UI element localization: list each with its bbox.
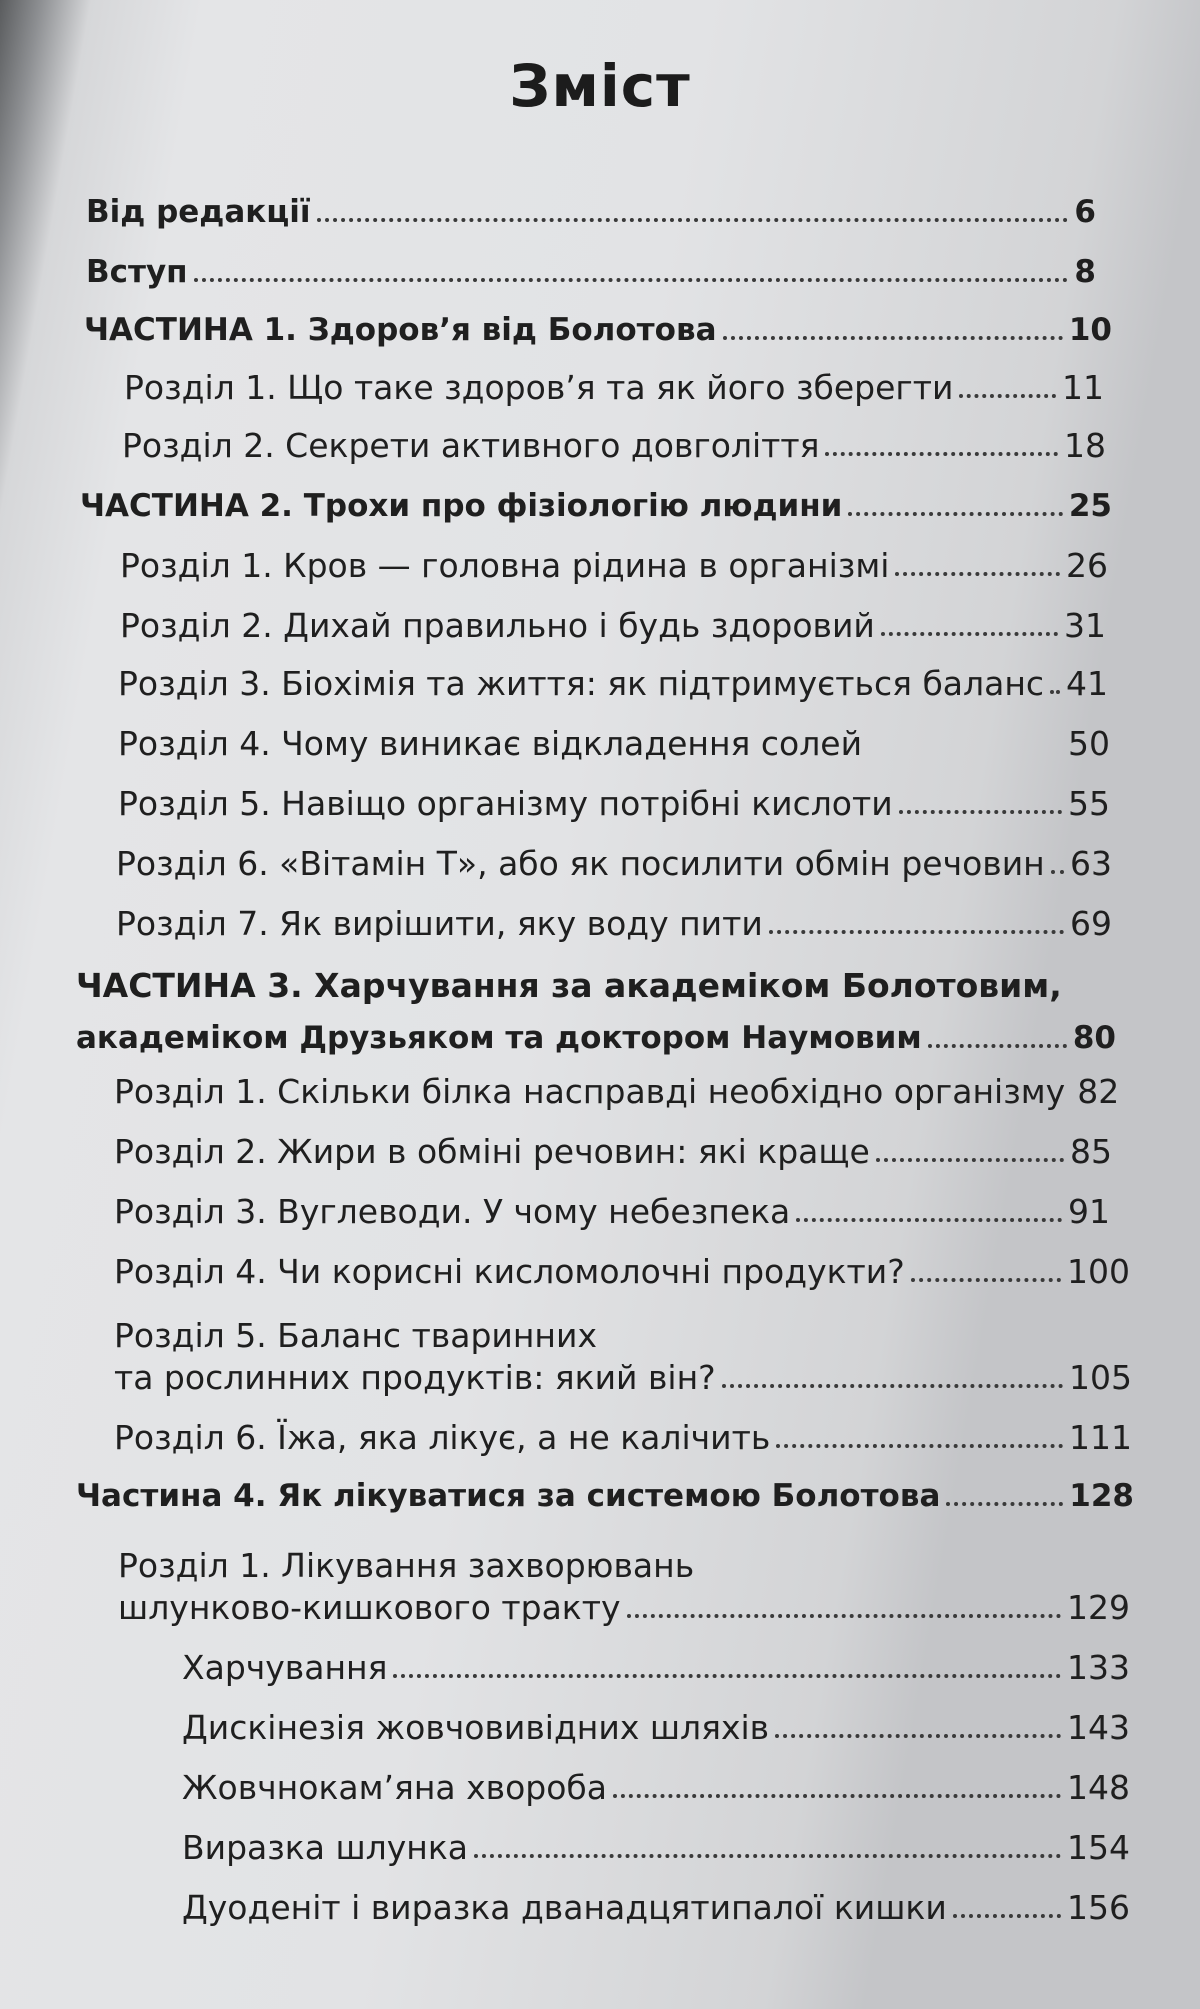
- toc-entry-label: Харчування: [182, 1648, 388, 1687]
- toc-entry-page: 91: [1068, 1192, 1110, 1231]
- toc-entry-label: Розділ 2. Жири в обміні речовин: які краще: [114, 1132, 870, 1171]
- dot-leader: [1051, 870, 1064, 874]
- toc-entry-page: 154: [1067, 1828, 1130, 1867]
- dot-leader: [876, 1158, 1064, 1162]
- toc-entry-label: Розділ 1. Кров — головна рідина в організмі: [120, 546, 890, 585]
- toc-entry-label: Жовчнокам’яна хвороба: [182, 1768, 608, 1807]
- toc-entry-label: Розділ 5. Баланс тваринних: [114, 1316, 597, 1355]
- dot-leader: [1050, 690, 1060, 694]
- toc-entry-label: ЧАСТИНА 2. Трохи про фізіологію людини: [80, 488, 843, 524]
- toc-entry: [76, 1476, 1134, 1516]
- dot-leader: [474, 1854, 1061, 1858]
- toc-entry: [84, 310, 1112, 350]
- toc-entry-page: 148: [1067, 1768, 1130, 1807]
- toc-entry-label: Розділ 1. Скільки білка насправді необхідно організму: [114, 1072, 1066, 1111]
- toc-entry-last-line: [76, 1018, 1116, 1058]
- dot-leader: [959, 394, 1056, 398]
- toc-entry: [118, 1546, 1130, 1642]
- toc-entry-page: 69: [1070, 904, 1112, 943]
- dot-leader: [194, 278, 1069, 282]
- toc-entry-label: Розділ 5. Навіщо організму потрібні кислоти: [118, 784, 893, 823]
- toc-entry: [182, 1768, 1130, 1808]
- toc-entry-label: шлунково-кишкового тракту: [118, 1588, 621, 1627]
- toc-entry: [182, 1708, 1130, 1748]
- toc-entry-page: 80: [1072, 1020, 1116, 1056]
- dot-leader: [953, 1914, 1061, 1918]
- toc-entry: [118, 724, 1110, 764]
- toc-entry-page: 10: [1068, 312, 1112, 348]
- dot-leader: [776, 1444, 1063, 1448]
- dot-leader: [796, 1218, 1062, 1222]
- toc-entry: [76, 966, 1116, 1062]
- toc-entry: [182, 1888, 1130, 1928]
- toc-entry-label: ЧАСТИНА 3. Харчування за академіком Болотовим,: [76, 966, 1062, 1005]
- toc-entry-label: Вступ: [86, 254, 188, 290]
- toc-entry: [114, 1252, 1130, 1292]
- toc-entry-label: Розділ 6. «Вітамін Т», або як посилити обмін речовин: [116, 844, 1045, 883]
- toc-entry-page: 11: [1062, 368, 1104, 407]
- toc-entry-label: Виразка шлунка: [182, 1828, 468, 1867]
- toc-entry-label: Розділ 3. Біохімія та життя: як підтримується баланс: [118, 664, 1045, 703]
- dot-leader: [775, 1734, 1061, 1738]
- toc-entry: [122, 426, 1106, 466]
- toc-entry: [114, 1418, 1132, 1458]
- dot-leader: [911, 1278, 1061, 1282]
- toc-entry-page: 25: [1068, 488, 1112, 524]
- toc-entry-page: 111: [1069, 1418, 1132, 1457]
- dot-leader: [825, 452, 1058, 456]
- toc-entry-label: Розділ 1. Що таке здоров’я та як його зберегти: [124, 368, 954, 407]
- toc-entry: [120, 606, 1106, 646]
- toc-entry: [116, 844, 1112, 884]
- dot-leader: [895, 572, 1060, 576]
- toc-entry-page: 55: [1068, 784, 1110, 823]
- dot-leader: [723, 336, 1063, 340]
- toc-entry-label: Розділ 2. Секрети активного довголіття: [122, 426, 820, 465]
- toc-entry: [118, 664, 1108, 704]
- toc-entry-label: Частина 4. Як лікуватися за системою Болотова: [76, 1478, 941, 1514]
- toc-entry-label: та рослинних продуктів: який він?: [114, 1358, 716, 1397]
- toc-entry-page: 85: [1070, 1132, 1112, 1171]
- toc-entry-last-line: [114, 1358, 1132, 1398]
- dot-leader: [928, 1044, 1067, 1048]
- toc-entry: [116, 904, 1112, 944]
- toc-entry-page: 143: [1067, 1708, 1130, 1747]
- toc-entry-page: 82: [1077, 1072, 1120, 1111]
- toc-entry-page: 156: [1067, 1888, 1130, 1927]
- toc-entry-last-line: [118, 1588, 1130, 1628]
- toc-entry-label: Розділ 4. Чому виникає відкладення солей: [118, 724, 863, 763]
- toc-entry-page: 129: [1067, 1588, 1130, 1627]
- toc-entry-label: академіком Друзьяком та доктором Наумовим: [76, 1020, 922, 1056]
- toc-entry: [118, 784, 1110, 824]
- toc-entry-label: ЧАСТИНА 1. Здоров’я від Болотова: [84, 312, 717, 348]
- toc-entry: [86, 192, 1096, 232]
- toc-entry: [120, 546, 1108, 586]
- dot-leader: [868, 750, 1062, 754]
- toc-entry-label: Розділ 2. Дихай правильно і будь здоровий: [120, 606, 875, 645]
- toc-entry: [182, 1828, 1130, 1868]
- toc-entry-label: Дуоденіт і виразка дванадцятипалої кишки: [182, 1888, 947, 1927]
- toc-entry: [114, 1132, 1112, 1172]
- dot-leader: [881, 632, 1058, 636]
- toc-entry: [114, 1316, 1132, 1412]
- toc-entry: [80, 486, 1112, 526]
- toc-entry-label: Розділ 4. Чи корисні кисломолочні продукти?: [114, 1252, 905, 1291]
- toc-entry-page: 50: [1068, 724, 1110, 763]
- toc-entry-label: Розділ 6. Їжа, яка лікує, а не калічить: [114, 1418, 771, 1457]
- toc-entry: [124, 368, 1104, 408]
- toc-entry-label: Дискінезія жовчовивідних шляхів: [182, 1708, 770, 1747]
- dot-leader: [627, 1614, 1062, 1618]
- toc-entry: [114, 1192, 1110, 1232]
- toc-entry-page: 6: [1074, 194, 1096, 230]
- dot-leader: [613, 1794, 1061, 1798]
- dot-leader: [946, 1502, 1063, 1506]
- toc-entry-page: 8: [1074, 254, 1096, 290]
- toc-entry: [182, 1648, 1130, 1688]
- toc-entry: [86, 252, 1096, 292]
- toc-entry-page: 100: [1067, 1252, 1130, 1291]
- toc-entry-label: Розділ 1. Лікування захворювань: [118, 1546, 695, 1585]
- toc-entry-page: 41: [1066, 664, 1108, 703]
- toc-entry-page: 31: [1064, 606, 1106, 645]
- toc-entry-page: 63: [1070, 844, 1112, 883]
- page-title: Зміст: [509, 52, 691, 120]
- toc-entry-page: 133: [1067, 1648, 1130, 1687]
- toc-entry-page: 26: [1066, 546, 1108, 585]
- toc-entry-page: 18: [1064, 426, 1106, 465]
- toc-entry-label: Розділ 3. Вуглеводи. У чому небезпека: [114, 1192, 791, 1231]
- toc-entry-label: Від редакції: [86, 194, 311, 230]
- dot-leader: [848, 512, 1062, 516]
- toc-entry: [114, 1072, 1120, 1112]
- dot-leader: [393, 1674, 1061, 1678]
- toc-entry-label: Розділ 7. Як вирішити, яку воду пити: [116, 904, 763, 943]
- dot-leader: [899, 810, 1062, 814]
- toc-entry-page: 105: [1069, 1358, 1132, 1397]
- dot-leader: [722, 1384, 1063, 1388]
- dot-leader: [769, 930, 1064, 934]
- dot-leader: [317, 218, 1069, 222]
- toc-entry-page: 128: [1069, 1478, 1134, 1514]
